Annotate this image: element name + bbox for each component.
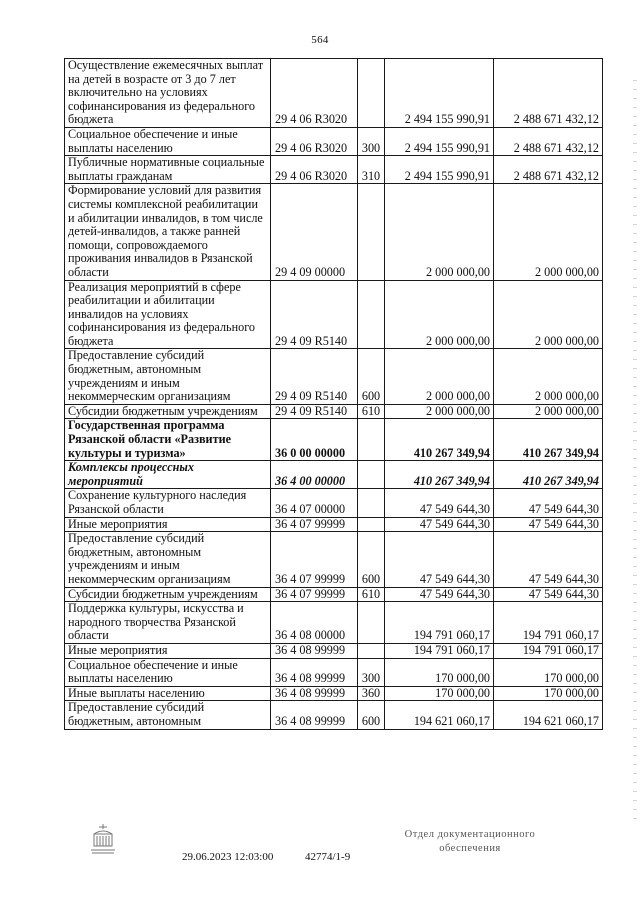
table-row (65, 686, 603, 701)
row-name-cell: Субсидии бюджетным учреждениям (65, 404, 271, 419)
row-sum-2024-cell: 194 791 060,17 (494, 643, 603, 658)
row-code-cell: 29 4 09 R5140 (271, 349, 358, 404)
row-expense-type-cell: 310 (358, 156, 385, 184)
row-sum-2024-cell: 2 488 671 432,12 (494, 59, 603, 128)
row-code-cell: 36 4 00 00000 (271, 461, 358, 489)
row-sum-2024-cell: 170 000,00 (494, 686, 603, 701)
budget-table (64, 58, 603, 730)
table-row (65, 404, 603, 419)
row-sum-2023-cell: 2 000 000,00 (385, 349, 494, 404)
row-name-cell: Предоставление субсидий бюджетным, автономным (65, 701, 271, 729)
row-code-cell: 36 4 08 99999 (271, 686, 358, 701)
row-sum-2024-cell: 47 549 644,30 (494, 532, 603, 587)
row-expense-type-cell: 600 (358, 349, 385, 404)
table-row (65, 658, 603, 686)
stamp-line-2: обеспечения (439, 843, 501, 854)
row-code-cell: 36 0 00 00000 (271, 419, 358, 461)
row-expense-type-cell: 600 (358, 701, 385, 729)
footer-datetime: 29.06.2023 12:03:00 (182, 851, 274, 863)
row-code-cell: 29 4 09 R5140 (271, 404, 358, 419)
row-code-cell: 29 4 06 R3020 (271, 156, 358, 184)
row-name-cell: Осуществление ежемесячных выплат на детей в возрасте от 3 до 7 лет включительно на условиях софинансирования из федерального бюджета (65, 59, 271, 128)
row-expense-type-cell: 360 (358, 686, 385, 701)
row-code-cell: 29 4 09 00000 (271, 184, 358, 280)
row-sum-2023-cell: 2 000 000,00 (385, 404, 494, 419)
table-row (65, 419, 603, 461)
row-expense-type-cell: 300 (358, 658, 385, 686)
row-name-cell: Формирование условий для развития системы комплексной реабилитации и абилитации инвалидов, в том числе детей-инвалидов, а также ранней помощи, сопровождаемого проживания инвалидов в Рязанской области (65, 184, 271, 280)
row-code-cell: 29 4 06 R3020 (271, 127, 358, 155)
row-expense-type-cell (358, 59, 385, 128)
row-sum-2024-cell: 194 791 060,17 (494, 602, 603, 644)
row-sum-2023-cell: 170 000,00 (385, 686, 494, 701)
row-sum-2023-cell: 194 791 060,17 (385, 643, 494, 658)
row-expense-type-cell (358, 419, 385, 461)
row-name-cell: Сохранение культурного наследия Рязанской области (65, 489, 271, 517)
row-sum-2024-cell: 2 488 671 432,12 (494, 127, 603, 155)
row-sum-2024-cell: 170 000,00 (494, 658, 603, 686)
table-row (65, 461, 603, 489)
row-name-cell: Реализация мероприятий в сфере реабилитации и абилитации инвалидов на условиях софинансирования из федерального бюджета (65, 280, 271, 349)
row-name-cell: Иные мероприятия (65, 643, 271, 658)
row-code-cell: 36 4 07 00000 (271, 489, 358, 517)
row-name-cell: Социальное обеспечение и иные выплаты населению (65, 658, 271, 686)
page-number: 564 (311, 34, 329, 46)
row-sum-2023-cell: 410 267 349,94 (385, 419, 494, 461)
department-stamp (400, 828, 540, 856)
row-name-cell: Предоставление субсидий бюджетным, автономным учреждениям и иным некоммерческим организациям (65, 349, 271, 404)
table-row (65, 517, 603, 532)
table-row (65, 127, 603, 155)
row-expense-type-cell (358, 489, 385, 517)
row-code-cell: 36 4 07 99999 (271, 587, 358, 602)
table-row (65, 532, 603, 587)
table-row (65, 156, 603, 184)
row-sum-2023-cell: 47 549 644,30 (385, 532, 494, 587)
row-code-cell: 29 4 09 R5140 (271, 280, 358, 349)
table-row (65, 701, 603, 729)
row-expense-type-cell (358, 643, 385, 658)
row-sum-2023-cell: 2 494 155 990,91 (385, 127, 494, 155)
emblem-logo (88, 822, 118, 856)
row-expense-type-cell: 300 (358, 127, 385, 155)
row-code-cell: 36 4 08 99999 (271, 701, 358, 729)
scan-edge-marks (633, 80, 637, 820)
row-sum-2024-cell: 47 549 644,30 (494, 587, 603, 602)
stamp-line-1: Отдел документационного (404, 829, 536, 840)
row-sum-2023-cell: 410 267 349,94 (385, 461, 494, 489)
row-name-cell: Государственная программа Рязанской области «Развитие культуры и туризма» (65, 419, 271, 461)
budget-table-body (65, 59, 603, 730)
row-sum-2023-cell: 47 549 644,30 (385, 489, 494, 517)
table-row (65, 643, 603, 658)
row-name-cell: Иные выплаты населению (65, 686, 271, 701)
table-row (65, 280, 603, 349)
row-expense-type-cell (358, 184, 385, 280)
table-row (65, 184, 603, 280)
row-name-cell: Субсидии бюджетным учреждениям (65, 587, 271, 602)
row-sum-2024-cell: 2 000 000,00 (494, 280, 603, 349)
row-sum-2023-cell: 194 621 060,17 (385, 701, 494, 729)
row-sum-2023-cell: 170 000,00 (385, 658, 494, 686)
row-expense-type-cell (358, 461, 385, 489)
row-expense-type-cell: 610 (358, 404, 385, 419)
row-sum-2024-cell: 2 000 000,00 (494, 184, 603, 280)
row-sum-2023-cell: 194 791 060,17 (385, 602, 494, 644)
row-name-cell: Предоставление субсидий бюджетным, автономным учреждениям и иным некоммерческим организациям (65, 532, 271, 587)
row-sum-2023-cell: 47 549 644,30 (385, 517, 494, 532)
row-sum-2024-cell: 2 000 000,00 (494, 349, 603, 404)
row-sum-2024-cell: 47 549 644,30 (494, 489, 603, 517)
row-sum-2024-cell: 47 549 644,30 (494, 517, 603, 532)
row-sum-2024-cell: 2 000 000,00 (494, 404, 603, 419)
row-sum-2024-cell: 194 621 060,17 (494, 701, 603, 729)
row-code-cell: 29 4 06 R3020 (271, 59, 358, 128)
row-expense-type-cell (358, 602, 385, 644)
table-row (65, 489, 603, 517)
row-expense-type-cell: 610 (358, 587, 385, 602)
table-row (65, 602, 603, 644)
row-code-cell: 36 4 08 00000 (271, 602, 358, 644)
row-code-cell: 36 4 08 99999 (271, 658, 358, 686)
row-sum-2023-cell: 2 000 000,00 (385, 184, 494, 280)
table-row (65, 59, 603, 128)
row-sum-2023-cell: 2 494 155 990,91 (385, 59, 494, 128)
row-name-cell: Публичные нормативные социальные выплаты гражданам (65, 156, 271, 184)
row-code-cell: 36 4 07 99999 (271, 532, 358, 587)
table-row (65, 349, 603, 404)
row-name-cell: Комплексы процессных мероприятий (65, 461, 271, 489)
row-expense-type-cell: 600 (358, 532, 385, 587)
table-row (65, 587, 603, 602)
row-code-cell: 36 4 08 99999 (271, 643, 358, 658)
row-sum-2023-cell: 2 000 000,00 (385, 280, 494, 349)
row-name-cell: Социальное обеспечение и иные выплаты населению (65, 127, 271, 155)
row-expense-type-cell (358, 280, 385, 349)
footer-doc-number: 42774/1-9 (305, 851, 351, 863)
row-sum-2024-cell: 2 488 671 432,12 (494, 156, 603, 184)
row-name-cell: Иные мероприятия (65, 517, 271, 532)
row-sum-2023-cell: 47 549 644,30 (385, 587, 494, 602)
row-sum-2024-cell: 410 267 349,94 (494, 461, 603, 489)
row-expense-type-cell (358, 517, 385, 532)
row-code-cell: 36 4 07 99999 (271, 517, 358, 532)
row-name-cell: Поддержка культуры, искусства и народного творчества Рязанской области (65, 602, 271, 644)
row-sum-2024-cell: 410 267 349,94 (494, 419, 603, 461)
row-sum-2023-cell: 2 494 155 990,91 (385, 156, 494, 184)
